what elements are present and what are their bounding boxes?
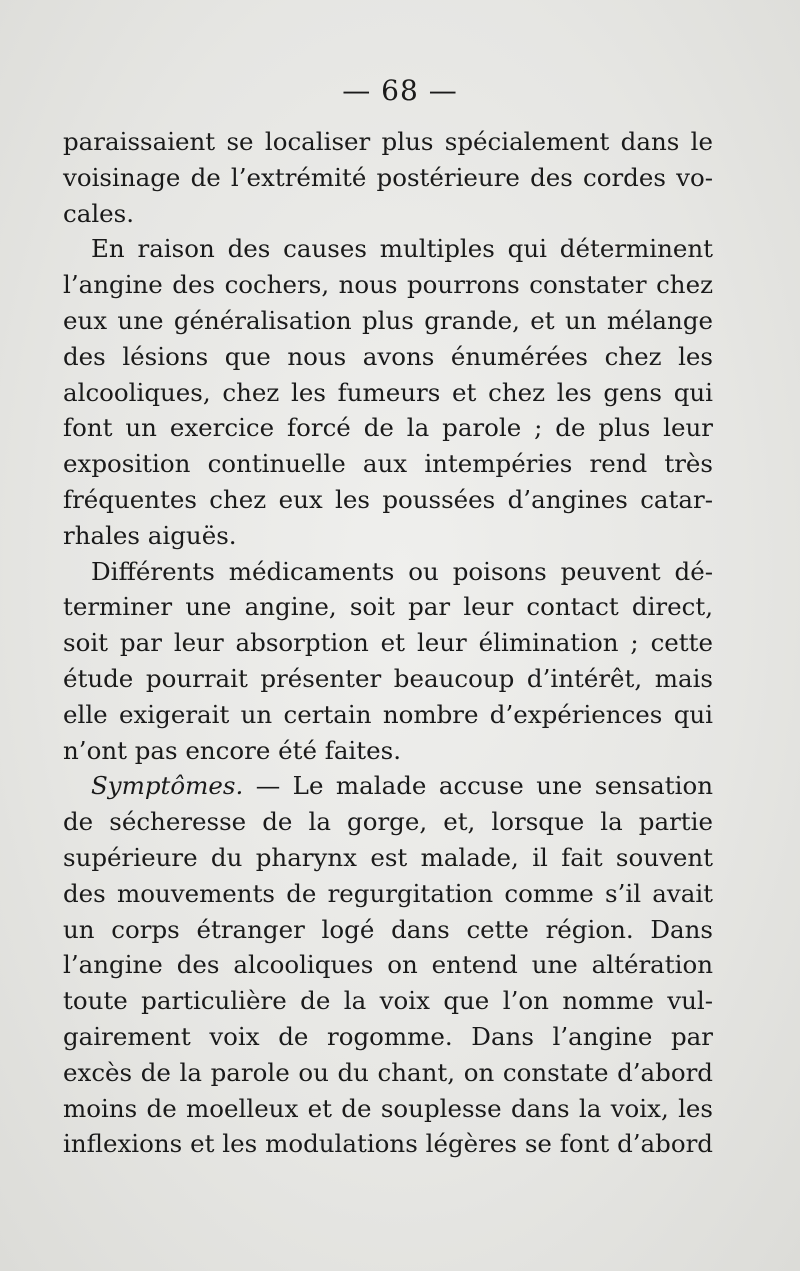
text-fragment: — Le malade accuse une sensation [243,771,713,801]
text-line: eux une généralisation plus grande, et un mélange [63,305,713,335]
paragraph [63,231,713,553]
paragraph [63,768,713,1162]
text-line: voisinage de l’extrémité postérieure des cordes vo- [63,162,713,192]
text-line: elle exigerait un certain nombre d’expériences qui [63,699,713,729]
paragraph [63,124,713,231]
text-line: En raison des causes multiples qui déterminent [91,234,713,264]
text-line: inflexions et les modulations légères se font d’abord [63,1129,713,1159]
text-line: exposition continuelle aux intempéries rend très [63,449,713,479]
paragraph [63,554,713,769]
text-line: fréquentes chez eux les poussées d’angines catar- [63,484,713,514]
text-line: rhales aiguës. [63,520,237,550]
text-line: moins de moelleux et de souplesse dans la voix, les [63,1093,713,1123]
text-line: des lésions que nous avons énumérées chez les [63,341,713,371]
text-line: de sécheresse de la gorge, et, lorsque la partie [63,807,713,837]
text-line: cales. [63,198,135,228]
text-line: alcooliques, chez les fumeurs et chez les gens qui [63,377,713,407]
text-line: gairement voix de rogomme. Dans l’angine par [63,1021,713,1051]
text-line: l’angine des cochers, nous pourrons constater chez [63,270,713,300]
text-line: paraissaient se localiser plus spécialement dans le [63,127,713,156]
text-line: soit par leur absorption et leur élimination ; cette [63,628,713,658]
text-line: font un exercice forcé de la parole ; de plus leur [63,413,713,443]
text-line: un corps étranger logé dans cette région. Dans [63,914,713,944]
text-line: l’angine des alcooliques on entend une altération [63,950,713,980]
body-text [63,124,713,1162]
page-number: — 68 — [342,74,458,107]
text-line: étude pourrait présenter beaucoup d’intérêt, mais [63,663,713,693]
text-line [63,768,713,804]
text-line: excès de la parole ou du chant, on constate d’abord [63,1057,713,1087]
text-line: Différents médicaments ou poisons peuvent dé- [91,556,713,586]
text-line: des mouvements de regurgitation comme s’il avait [63,878,713,908]
text-line: terminer une angine, soit par leur contact direct, [63,592,713,622]
text-line: n’ont pas encore été faites. [63,735,401,765]
text-line: toute particulière de la voix que l’on nomme vul- [63,986,713,1016]
section-heading: Symptômes. [91,771,244,801]
text-line: supérieure du pharynx est malade, il fait souvent [63,842,713,872]
